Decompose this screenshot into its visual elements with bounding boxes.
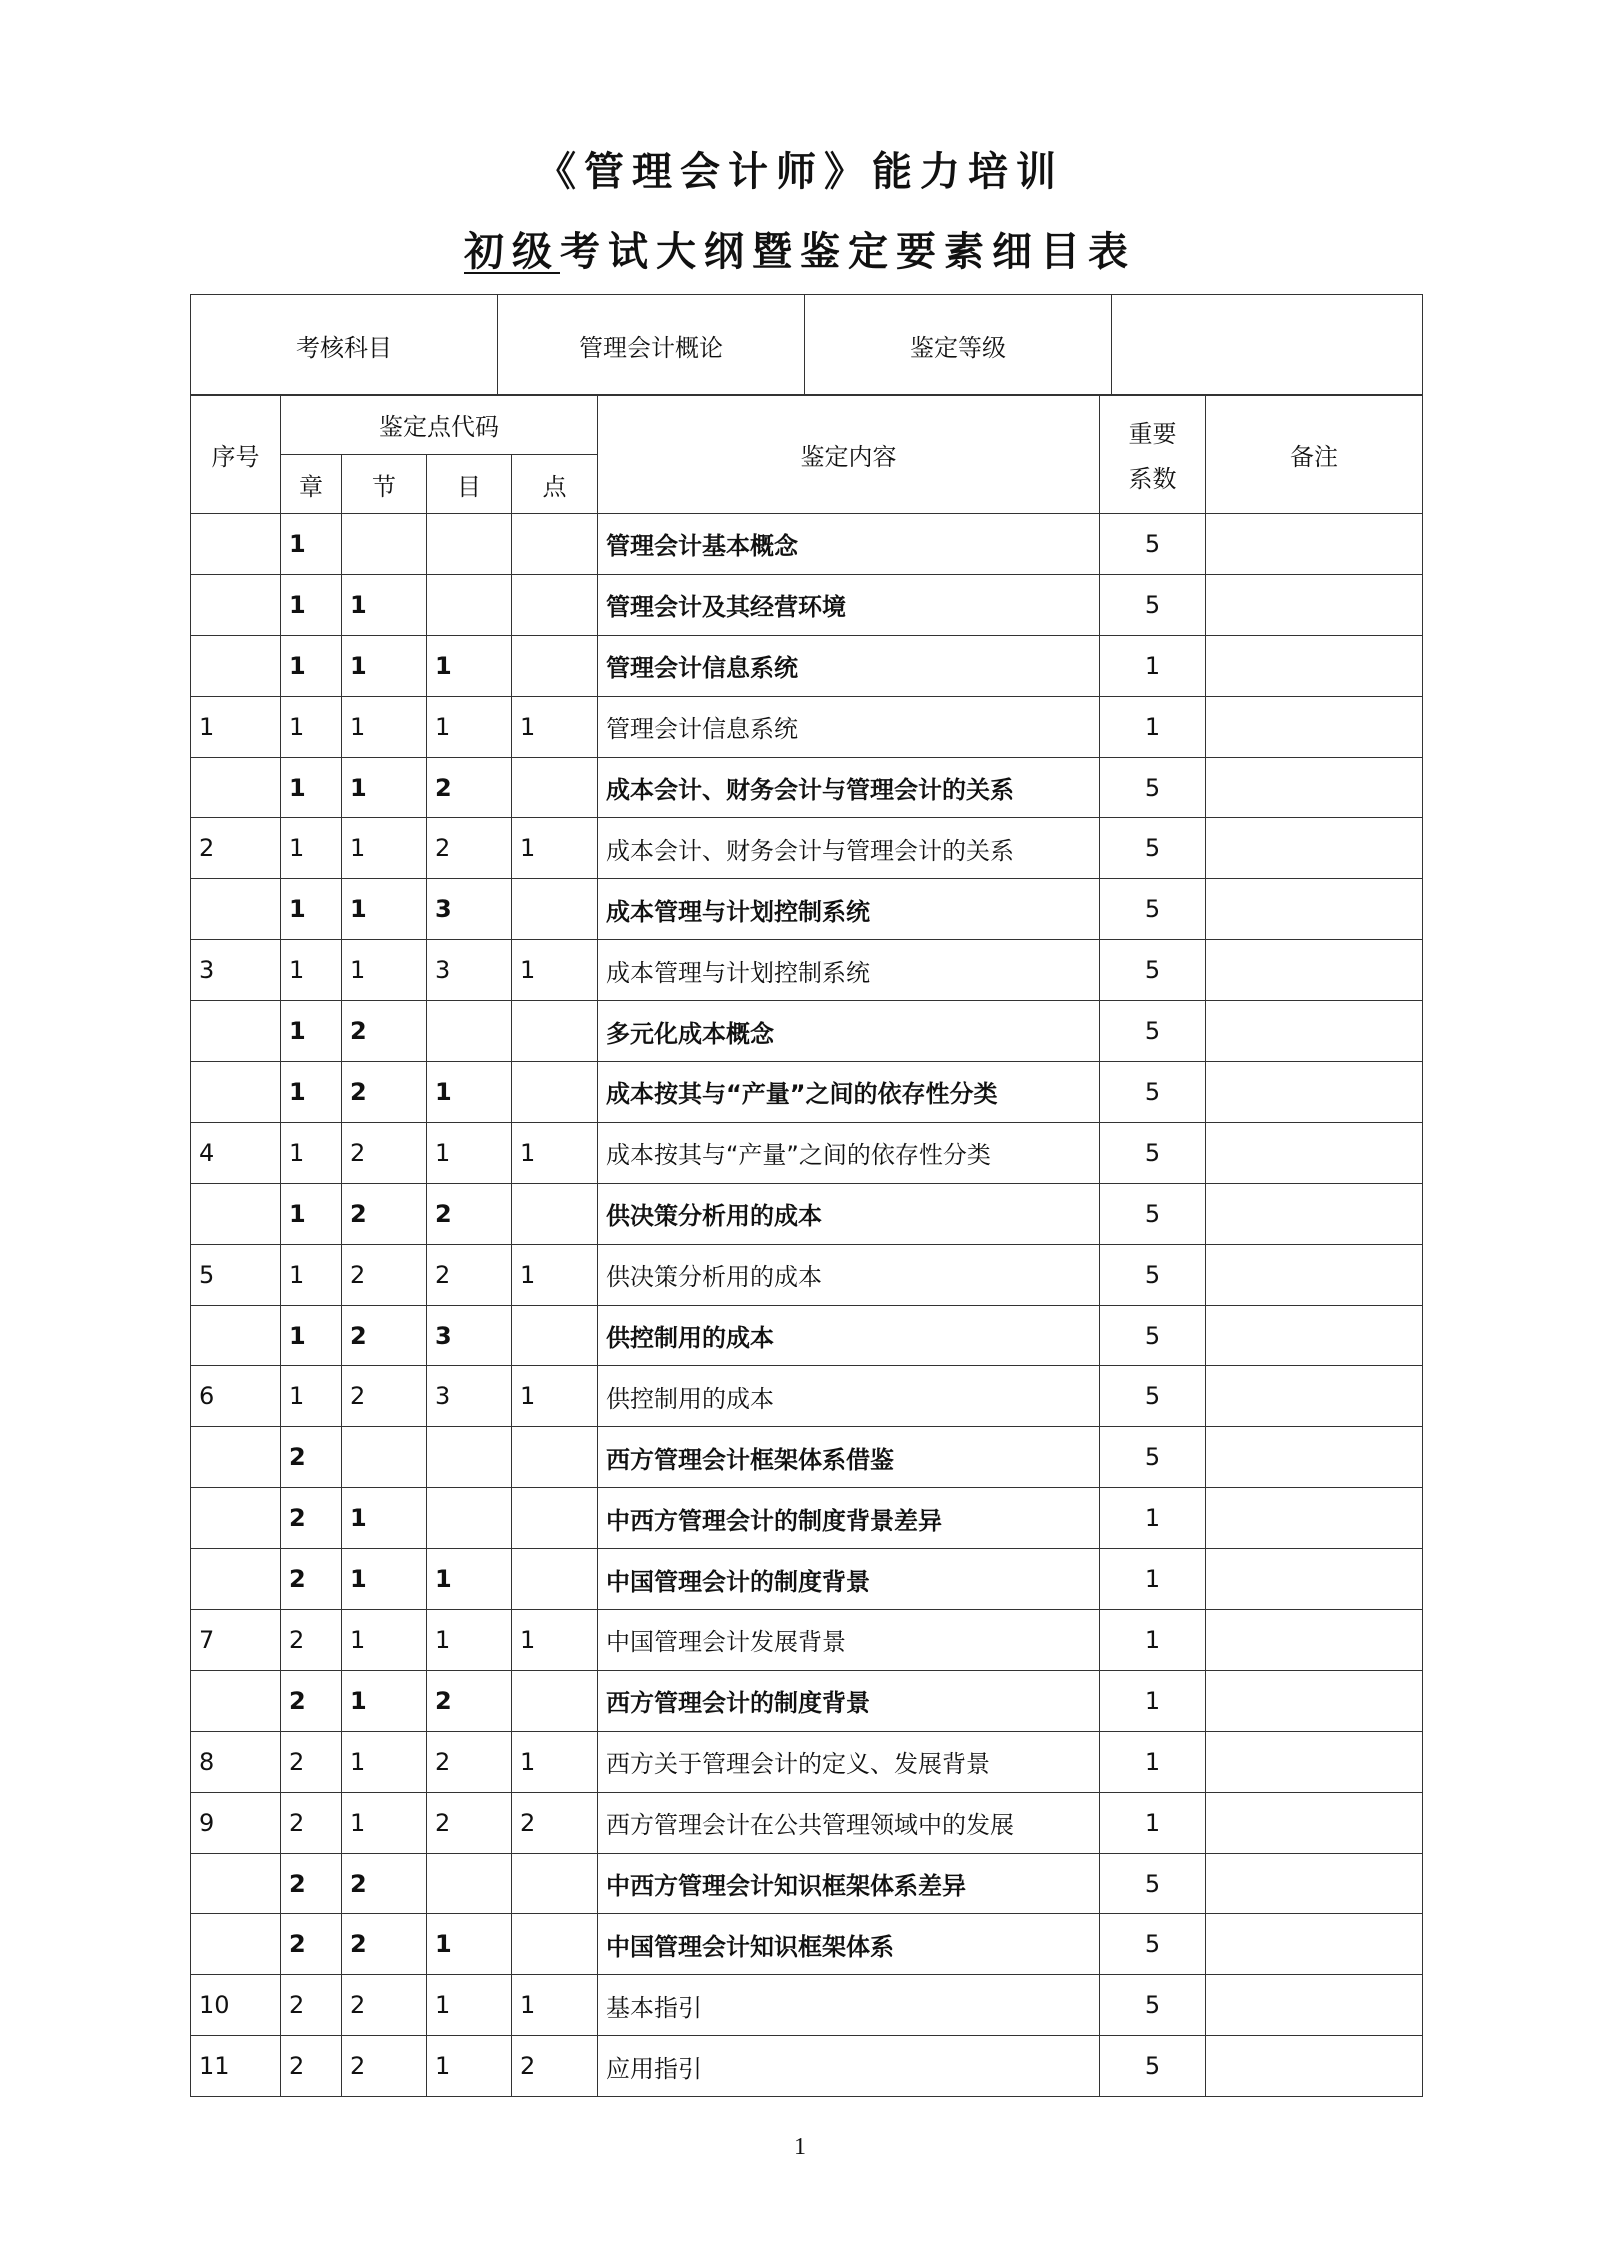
header-chapter: 章 <box>281 455 342 514</box>
cell-content: 多元化成本概念 <box>598 1001 1100 1062</box>
cell-seq <box>191 1305 281 1366</box>
cell-content: 管理会计信息系统 <box>598 635 1100 696</box>
cell-content: 应用指引 <box>598 2036 1100 2097</box>
table-header-row-1 <box>191 395 1423 455</box>
cell-seq <box>191 1427 281 1488</box>
cell-item: 2 <box>427 757 512 818</box>
cell-item: 1 <box>427 1549 512 1610</box>
cell-point: 1 <box>512 1366 598 1427</box>
cell-seq <box>191 879 281 940</box>
cell-section: 1 <box>342 1670 427 1731</box>
cell-seq: 7 <box>191 1610 281 1671</box>
cell-content: 西方管理会计在公共管理领域中的发展 <box>598 1792 1100 1853</box>
cell-section <box>342 1427 427 1488</box>
table-row <box>191 940 1423 1001</box>
cell-seq: 9 <box>191 1792 281 1853</box>
table-row <box>191 1305 1423 1366</box>
cell-weight: 1 <box>1100 1610 1206 1671</box>
cell-point <box>512 1670 598 1731</box>
cell-point: 1 <box>512 1122 598 1183</box>
cell-remark <box>1206 2036 1423 2097</box>
header-remark: 备注 <box>1206 395 1423 514</box>
cell-section: 2 <box>342 1853 427 1914</box>
cell-weight: 5 <box>1100 879 1206 940</box>
cell-item: 2 <box>427 1792 512 1853</box>
cell-item: 2 <box>427 1731 512 1792</box>
cell-remark <box>1206 1122 1423 1183</box>
cell-content: 中国管理会计的制度背景 <box>598 1549 1100 1610</box>
table-row <box>191 1792 1423 1853</box>
subject-info-table <box>190 294 1423 396</box>
page-number: 1 <box>794 2134 806 2160</box>
table-row <box>191 1670 1423 1731</box>
cell-weight: 5 <box>1100 1122 1206 1183</box>
table-row <box>191 1183 1423 1244</box>
cell-content: 西方管理会计框架体系借鉴 <box>598 1427 1100 1488</box>
cell-weight: 5 <box>1100 940 1206 1001</box>
cell-item: 1 <box>427 1062 512 1123</box>
table-row <box>191 696 1423 757</box>
cell-content: 供控制用的成本 <box>598 1366 1100 1427</box>
cell-weight: 1 <box>1100 696 1206 757</box>
cell-chapter: 2 <box>281 1549 342 1610</box>
cell-chapter: 1 <box>281 1122 342 1183</box>
cell-point: 1 <box>512 696 598 757</box>
cell-section: 2 <box>342 1001 427 1062</box>
cell-section: 1 <box>342 635 427 696</box>
cell-chapter: 1 <box>281 879 342 940</box>
cell-item: 3 <box>427 1366 512 1427</box>
cell-point <box>512 879 598 940</box>
cell-point: 2 <box>512 2036 598 2097</box>
header-item: 目 <box>427 455 512 514</box>
cell-seq: 3 <box>191 940 281 1001</box>
cell-remark <box>1206 1670 1423 1731</box>
cell-item: 2 <box>427 1244 512 1305</box>
cell-chapter: 2 <box>281 1975 342 2036</box>
cell-seq: 4 <box>191 1122 281 1183</box>
cell-point <box>512 635 598 696</box>
cell-item: 3 <box>427 940 512 1001</box>
table-row <box>191 818 1423 879</box>
cell-remark <box>1206 1427 1423 1488</box>
cell-section: 2 <box>342 1975 427 2036</box>
cell-content: 中西方管理会计的制度背景差异 <box>598 1488 1100 1549</box>
cell-point <box>512 514 598 575</box>
cell-chapter: 1 <box>281 1366 342 1427</box>
cell-point <box>512 1183 598 1244</box>
header-weight-line2: 系数 <box>1128 465 1177 493</box>
cell-weight: 1 <box>1100 635 1206 696</box>
cell-weight: 5 <box>1100 1062 1206 1123</box>
cell-weight: 5 <box>1100 1305 1206 1366</box>
cell-weight: 1 <box>1100 1549 1206 1610</box>
table-row <box>191 514 1423 575</box>
subtitle-level-underlined: 初级 <box>464 229 560 275</box>
cell-content: 西方管理会计的制度背景 <box>598 1670 1100 1731</box>
cell-seq <box>191 757 281 818</box>
cell-section: 2 <box>342 1366 427 1427</box>
cell-section: 2 <box>342 1305 427 1366</box>
cell-item <box>427 1427 512 1488</box>
cell-section: 1 <box>342 696 427 757</box>
table-row <box>191 1975 1423 2036</box>
table-row <box>191 1122 1423 1183</box>
cell-chapter: 2 <box>281 2036 342 2097</box>
cell-section: 1 <box>342 1549 427 1610</box>
cell-section: 2 <box>342 1183 427 1244</box>
cell-section <box>342 514 427 575</box>
cell-remark <box>1206 1549 1423 1610</box>
cell-seq: 5 <box>191 1244 281 1305</box>
cell-remark <box>1206 1183 1423 1244</box>
cell-chapter: 1 <box>281 574 342 635</box>
cell-content: 管理会计及其经营环境 <box>598 574 1100 635</box>
cell-point <box>512 1427 598 1488</box>
cell-weight: 1 <box>1100 1731 1206 1792</box>
level-label: 鉴定等级 <box>805 295 1112 396</box>
cell-item <box>427 514 512 575</box>
cell-point <box>512 1853 598 1914</box>
cell-remark <box>1206 879 1423 940</box>
cell-point: 1 <box>512 1975 598 2036</box>
cell-item: 1 <box>427 1975 512 2036</box>
cell-remark <box>1206 1001 1423 1062</box>
cell-weight: 5 <box>1100 1427 1206 1488</box>
cell-chapter: 1 <box>281 1305 342 1366</box>
cell-weight: 5 <box>1100 2036 1206 2097</box>
table-row <box>191 635 1423 696</box>
cell-section: 2 <box>342 1244 427 1305</box>
cell-item: 2 <box>427 1183 512 1244</box>
cell-seq <box>191 635 281 696</box>
cell-weight: 1 <box>1100 1792 1206 1853</box>
cell-section: 1 <box>342 879 427 940</box>
cell-section: 2 <box>342 1914 427 1975</box>
table-row <box>191 2036 1423 2097</box>
cell-remark <box>1206 514 1423 575</box>
cell-remark <box>1206 1610 1423 1671</box>
cell-remark <box>1206 1853 1423 1914</box>
cell-content: 基本指引 <box>598 1975 1100 2036</box>
cell-chapter: 1 <box>281 1062 342 1123</box>
cell-remark <box>1206 1914 1423 1975</box>
cell-section: 1 <box>342 757 427 818</box>
cell-item: 1 <box>427 1914 512 1975</box>
table-row <box>191 757 1423 818</box>
cell-weight: 5 <box>1100 1001 1206 1062</box>
cell-remark <box>1206 1244 1423 1305</box>
table-row <box>191 1062 1423 1123</box>
cell-point <box>512 1062 598 1123</box>
document-subtitle <box>0 220 1600 277</box>
cell-content: 成本管理与计划控制系统 <box>598 879 1100 940</box>
cell-chapter: 2 <box>281 1488 342 1549</box>
cell-seq: 6 <box>191 1366 281 1427</box>
header-weight <box>1100 395 1206 514</box>
cell-chapter: 2 <box>281 1731 342 1792</box>
cell-content: 成本会计、财务会计与管理会计的关系 <box>598 818 1100 879</box>
cell-weight: 5 <box>1100 1366 1206 1427</box>
cell-section: 2 <box>342 1062 427 1123</box>
cell-section: 2 <box>342 2036 427 2097</box>
cell-weight: 1 <box>1100 1670 1206 1731</box>
table-row <box>191 1488 1423 1549</box>
cell-content: 成本管理与计划控制系统 <box>598 940 1100 1001</box>
cell-item: 1 <box>427 696 512 757</box>
cell-seq <box>191 574 281 635</box>
cell-chapter: 1 <box>281 696 342 757</box>
cell-remark <box>1206 1731 1423 1792</box>
table-row <box>191 1610 1423 1671</box>
table-row <box>191 879 1423 940</box>
cell-seq <box>191 514 281 575</box>
cell-chapter: 2 <box>281 1792 342 1853</box>
cell-chapter: 1 <box>281 1183 342 1244</box>
cell-chapter: 1 <box>281 635 342 696</box>
cell-weight: 5 <box>1100 1244 1206 1305</box>
cell-weight: 5 <box>1100 1853 1206 1914</box>
cell-weight: 5 <box>1100 1914 1206 1975</box>
cell-remark <box>1206 574 1423 635</box>
cell-remark <box>1206 757 1423 818</box>
cell-remark <box>1206 818 1423 879</box>
cell-content: 供控制用的成本 <box>598 1305 1100 1366</box>
cell-point: 1 <box>512 940 598 1001</box>
cell-point: 2 <box>512 1792 598 1853</box>
cell-remark <box>1206 696 1423 757</box>
cell-seq <box>191 1853 281 1914</box>
header-content: 鉴定内容 <box>598 395 1100 514</box>
cell-seq: 1 <box>191 696 281 757</box>
cell-seq <box>191 1062 281 1123</box>
cell-point: 1 <box>512 818 598 879</box>
cell-item: 1 <box>427 1122 512 1183</box>
cell-remark <box>1206 1975 1423 2036</box>
cell-weight: 5 <box>1100 1183 1206 1244</box>
cell-item: 1 <box>427 1610 512 1671</box>
cell-chapter: 1 <box>281 1244 342 1305</box>
cell-chapter: 1 <box>281 1001 342 1062</box>
cell-item: 2 <box>427 818 512 879</box>
subject-label: 考核科目 <box>191 295 498 396</box>
cell-item: 3 <box>427 1305 512 1366</box>
header-point: 点 <box>512 455 598 514</box>
cell-content: 中国管理会计知识框架体系 <box>598 1914 1100 1975</box>
cell-remark <box>1206 1062 1423 1123</box>
table-row <box>191 1427 1423 1488</box>
cell-content: 成本按其与“产量”之间的依存性分类 <box>598 1122 1100 1183</box>
header-code-group: 鉴定点代码 <box>281 395 598 455</box>
cell-section: 2 <box>342 1122 427 1183</box>
cell-weight: 1 <box>1100 1488 1206 1549</box>
cell-content: 成本按其与“产量”之间的依存性分类 <box>598 1062 1100 1123</box>
cell-point: 1 <box>512 1731 598 1792</box>
cell-item: 3 <box>427 879 512 940</box>
cell-chapter: 1 <box>281 757 342 818</box>
cell-item: 1 <box>427 2036 512 2097</box>
cell-section: 1 <box>342 818 427 879</box>
cell-item: 2 <box>427 1670 512 1731</box>
table-row <box>191 1366 1423 1427</box>
cell-item <box>427 574 512 635</box>
table-row <box>191 1914 1423 1975</box>
cell-remark <box>1206 1366 1423 1427</box>
cell-seq <box>191 1488 281 1549</box>
cell-seq: 2 <box>191 818 281 879</box>
cell-seq: 8 <box>191 1731 281 1792</box>
table-row <box>191 1001 1423 1062</box>
cell-seq <box>191 1183 281 1244</box>
cell-weight: 5 <box>1100 1975 1206 2036</box>
table-row <box>191 574 1423 635</box>
cell-chapter: 1 <box>281 940 342 1001</box>
cell-section: 1 <box>342 1488 427 1549</box>
cell-point <box>512 574 598 635</box>
cell-content: 成本会计、财务会计与管理会计的关系 <box>598 757 1100 818</box>
cell-weight: 5 <box>1100 574 1206 635</box>
cell-point <box>512 1914 598 1975</box>
cell-section: 1 <box>342 574 427 635</box>
cell-item <box>427 1853 512 1914</box>
syllabus-table <box>190 394 1423 2097</box>
cell-chapter: 2 <box>281 1914 342 1975</box>
subtitle-rest: 考试大纲暨鉴定要素细目表 <box>560 229 1136 275</box>
header-weight-line1: 重要 <box>1128 420 1177 448</box>
header-seq: 序号 <box>191 395 281 514</box>
cell-item <box>427 1488 512 1549</box>
subject-value: 管理会计概论 <box>498 295 805 396</box>
cell-remark <box>1206 940 1423 1001</box>
cell-point <box>512 1305 598 1366</box>
cell-content: 中西方管理会计知识框架体系差异 <box>598 1853 1100 1914</box>
cell-point <box>512 1488 598 1549</box>
cell-chapter: 2 <box>281 1610 342 1671</box>
table-row <box>191 1549 1423 1610</box>
cell-point: 1 <box>512 1610 598 1671</box>
cell-content: 中国管理会计发展背景 <box>598 1610 1100 1671</box>
cell-point <box>512 757 598 818</box>
cell-content: 管理会计基本概念 <box>598 514 1100 575</box>
cell-item: 1 <box>427 635 512 696</box>
level-value <box>1112 295 1423 396</box>
cell-remark <box>1206 1792 1423 1853</box>
cell-section: 1 <box>342 940 427 1001</box>
cell-seq <box>191 1914 281 1975</box>
cell-chapter: 2 <box>281 1670 342 1731</box>
cell-remark <box>1206 1305 1423 1366</box>
cell-chapter: 1 <box>281 818 342 879</box>
cell-weight: 5 <box>1100 514 1206 575</box>
table-row <box>191 1244 1423 1305</box>
cell-content: 管理会计信息系统 <box>598 696 1100 757</box>
cell-content: 供决策分析用的成本 <box>598 1244 1100 1305</box>
cell-seq: 10 <box>191 1975 281 2036</box>
cell-remark <box>1206 635 1423 696</box>
cell-section: 1 <box>342 1792 427 1853</box>
cell-remark <box>1206 1488 1423 1549</box>
cell-weight: 5 <box>1100 757 1206 818</box>
table-row <box>191 1731 1423 1792</box>
cell-chapter: 1 <box>281 514 342 575</box>
cell-content: 西方关于管理会计的定义、发展背景 <box>598 1731 1100 1792</box>
cell-item <box>427 1001 512 1062</box>
cell-section: 1 <box>342 1610 427 1671</box>
cell-point <box>512 1001 598 1062</box>
cell-seq <box>191 1549 281 1610</box>
cell-seq: 11 <box>191 2036 281 2097</box>
header-section: 节 <box>342 455 427 514</box>
cell-weight: 5 <box>1100 818 1206 879</box>
cell-point: 1 <box>512 1244 598 1305</box>
cell-seq <box>191 1670 281 1731</box>
cell-content: 供决策分析用的成本 <box>598 1183 1100 1244</box>
cell-section: 1 <box>342 1731 427 1792</box>
cell-chapter: 2 <box>281 1853 342 1914</box>
document-title: 《管理会计师》能力培训 <box>536 149 1064 195</box>
cell-point <box>512 1549 598 1610</box>
cell-seq <box>191 1001 281 1062</box>
cell-chapter: 2 <box>281 1427 342 1488</box>
table-row <box>191 1853 1423 1914</box>
